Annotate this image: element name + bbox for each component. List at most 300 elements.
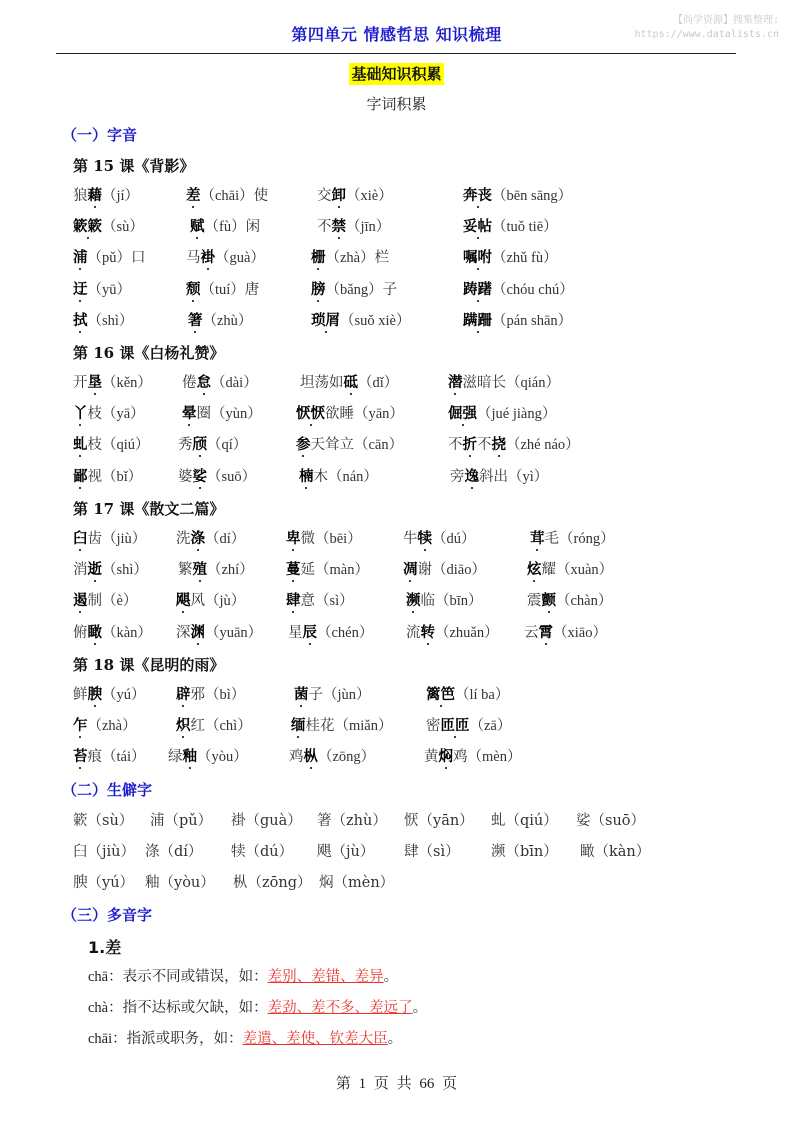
word-prefix: 秀	[178, 437, 193, 454]
section-heading-pronunciation: （一）字音	[62, 126, 138, 144]
word-suffix: 耀	[541, 562, 556, 579]
word-entry	[176, 590, 245, 612]
key-char: 踌躇	[463, 281, 492, 298]
word-entry	[530, 528, 615, 550]
pinyin: （miǎn）	[334, 718, 393, 735]
key-char: 枞	[303, 749, 318, 766]
key-char: 砥	[343, 375, 358, 391]
key-char: 辰	[302, 624, 317, 641]
pinyin: （bēi）	[315, 531, 362, 547]
word-entry	[178, 466, 256, 488]
pinyin: （jí）	[102, 188, 140, 204]
word-prefix: 狼	[73, 188, 88, 204]
word-entry	[289, 746, 375, 768]
word-row	[0, 746, 793, 768]
key-char: 颀	[192, 437, 207, 454]
key-char: 菌	[294, 687, 309, 703]
key-char: 渊	[190, 624, 205, 641]
key-char: 苔	[73, 749, 88, 766]
word-entry	[73, 185, 139, 207]
word-row	[0, 715, 793, 737]
key-char: 潜	[448, 375, 463, 391]
word-entry	[524, 622, 607, 644]
word-prefix: 不	[448, 437, 463, 454]
word-prefix: 云	[524, 624, 539, 641]
key-char: 奔丧	[463, 188, 492, 204]
polyphone-desc: ：指派或职务，如：	[112, 1031, 243, 1047]
word-prefix: 洗	[176, 531, 191, 547]
word-suffix: 微	[300, 531, 315, 547]
rare-char-entry: 虬（qiú）	[491, 813, 558, 829]
polyphone-pinyin: chāi	[88, 1031, 113, 1047]
key-char: 嘱咐	[463, 250, 492, 267]
word-row	[0, 434, 793, 456]
key-char: 腴	[87, 687, 102, 703]
word-entry	[73, 372, 152, 394]
pinyin: （kěn）	[102, 375, 152, 391]
polyphone-end: 。	[383, 969, 399, 985]
pinyin: （zōng）	[318, 749, 376, 766]
word-suffix: 延	[300, 562, 315, 579]
pinyin: （kàn）	[102, 624, 152, 641]
polyphone-line	[88, 997, 427, 1019]
word-entry	[186, 247, 265, 269]
word-entry	[176, 715, 252, 737]
key-char: 晕	[182, 406, 197, 423]
key-char: 挠	[491, 437, 506, 454]
pinyin: （zā）	[469, 718, 512, 735]
key-char: 匝匝	[440, 718, 470, 735]
pinyin: （zhà）栏	[325, 250, 390, 267]
word-entry	[291, 715, 393, 737]
key-char: 蹒跚	[463, 312, 492, 329]
polyphone-pinyin: chā	[88, 969, 109, 985]
word-entry	[73, 622, 152, 644]
key-char: 垦	[87, 375, 102, 391]
word-entry	[296, 434, 403, 456]
word-entry	[296, 403, 404, 425]
word-entry	[73, 247, 146, 269]
polyphone-examples: 差遣、差使、钦差大臣	[242, 1031, 388, 1047]
word-row	[0, 590, 793, 612]
word-suffix: 鸡	[453, 749, 468, 766]
word-prefix: 流	[406, 624, 421, 641]
rare-char-entry: 飓（jù）	[317, 844, 375, 860]
key-char: 霄	[538, 624, 553, 641]
word-suffix: 意	[300, 593, 315, 610]
word-suffix: 临	[420, 593, 435, 610]
word-entry	[182, 403, 262, 425]
word-entry	[294, 684, 371, 706]
polyphone-end: 。	[412, 1000, 428, 1016]
rare-char-entry: 濒（bīn）	[491, 844, 558, 860]
rare-char-entry: 臼（jiù）	[73, 844, 135, 860]
word-suffix: 枝	[87, 406, 102, 423]
pinyin: （yān）	[354, 406, 404, 423]
key-char: 炽	[176, 718, 191, 735]
watermark-line-1: 【尚学资源】搜集整理:	[672, 15, 779, 26]
key-char: 转	[420, 624, 435, 641]
lesson-heading: 第 17 课《散文二篇》	[73, 500, 225, 518]
word-prefix: 牛	[403, 531, 418, 547]
word-entry	[73, 528, 146, 550]
pinyin: （zhǔ fù）	[492, 250, 558, 267]
word-entry	[463, 279, 574, 301]
word-row	[0, 559, 793, 581]
word-entry	[463, 247, 558, 269]
word-entry	[311, 247, 389, 269]
pinyin: （shì）	[102, 562, 148, 579]
word-prefix: 开	[73, 375, 88, 391]
pinyin: （guà）	[215, 250, 265, 267]
word-row	[0, 684, 793, 706]
key-char: 瞰	[87, 624, 102, 641]
polyphone-line	[88, 1028, 402, 1050]
key-char: 缅	[291, 718, 306, 735]
header-title: 第四单元 情感哲思 知识梳理	[291, 25, 502, 44]
pinyin: （màn）	[315, 562, 369, 579]
word-suffix: 痕	[87, 749, 102, 766]
key-char: 拭	[73, 312, 88, 329]
word-suffix: 木	[313, 468, 328, 485]
key-char: 褂	[200, 250, 215, 267]
word-prefix: 坦荡如	[300, 375, 344, 391]
pinyin: （pán shān）	[492, 312, 573, 329]
pinyin: （dú）	[432, 531, 476, 547]
word-entry	[286, 528, 362, 550]
word-entry	[527, 559, 613, 581]
pinyin: （zhí）	[207, 562, 254, 579]
key-char: 殖	[192, 562, 207, 579]
word-entry	[190, 216, 260, 238]
pinyin: （chóu chú）	[492, 281, 574, 298]
pinyin: （tái）	[102, 749, 146, 766]
pinyin: （jù）	[205, 593, 246, 610]
word-entry	[73, 403, 145, 425]
pinyin: （fù）闲	[204, 219, 261, 236]
lesson-heading: 第 15 课《背影》	[73, 157, 195, 175]
pinyin: （zhà）	[87, 718, 137, 735]
pinyin: （mèn）	[467, 749, 522, 766]
key-char: 逝	[87, 562, 102, 579]
word-entry	[450, 466, 548, 488]
pinyin: （chén）	[317, 624, 374, 641]
key-char: 簌簌	[73, 219, 102, 236]
key-char: 遏	[73, 593, 88, 610]
word-suffix: 滋暗长	[462, 375, 506, 391]
pinyin: （zhé náo）	[506, 437, 580, 454]
word-entry	[288, 622, 373, 644]
key-char: 涤	[190, 531, 205, 547]
key-char: 茸	[530, 531, 545, 547]
pinyin: （yú）	[102, 687, 146, 703]
word-entry	[426, 684, 509, 706]
rare-char-entry: 簌（sù）	[73, 813, 134, 829]
word-entry	[73, 310, 133, 332]
word-entry	[448, 372, 560, 394]
pinyin: （diāo）	[432, 562, 486, 579]
polyphone-desc: ：指不达标或欠缺，如：	[108, 1000, 268, 1016]
word-prefix: 消	[73, 562, 88, 579]
key-char: 琐屑	[311, 312, 340, 329]
word-entry	[186, 185, 268, 207]
section-heading-polyphones: （三）多音字	[62, 906, 153, 924]
pinyin: （pǔ）口	[87, 250, 146, 267]
word-prefix: 鲜	[73, 687, 88, 703]
word-suffix: 圈	[196, 406, 211, 423]
word-entry	[286, 559, 369, 581]
rare-char-row	[0, 810, 793, 832]
pinyin: （zhù）	[202, 312, 253, 329]
word-prefix: 马	[186, 250, 201, 267]
pinyin: （xuàn）	[556, 562, 614, 579]
word-entry	[311, 310, 410, 332]
pinyin: （bǐ）	[102, 468, 143, 485]
word-entry	[406, 622, 499, 644]
word-entry	[178, 434, 247, 456]
word-suffix: 天耸立	[310, 437, 354, 454]
word-entry	[448, 403, 556, 425]
header-divider	[56, 53, 736, 54]
pinyin: （bì）	[205, 687, 246, 703]
word-prefix: 星	[288, 624, 303, 641]
key-char: 虬	[73, 437, 88, 454]
pinyin: （qián）	[506, 375, 560, 391]
main-title-wrap	[0, 63, 793, 85]
word-suffix: 不	[477, 437, 492, 454]
rare-char-entry: 恹（yān）	[404, 813, 474, 829]
pinyin: （zhuǎn）	[435, 624, 499, 641]
rare-char-entry: 瞰（kàn）	[580, 844, 651, 860]
word-prefix: 绿	[168, 749, 183, 766]
word-entry	[448, 434, 580, 456]
pinyin: （chì）	[205, 718, 252, 735]
pinyin: （tuí）唐	[200, 281, 260, 298]
word-suffix: 子	[308, 687, 323, 703]
rare-char-entry: 箸（zhù）	[317, 813, 387, 829]
main-title: 基础知识积累	[351, 65, 442, 83]
polyphone-item-heading: 1.差	[88, 938, 122, 957]
word-row	[0, 372, 793, 394]
pinyin: （jiù）	[102, 531, 147, 547]
key-char: 禁	[331, 219, 346, 236]
word-row	[0, 279, 793, 301]
key-char: 焖	[438, 749, 453, 766]
rare-char-row	[0, 872, 793, 894]
word-entry	[182, 372, 258, 394]
polyphone-desc: ：表示不同或错误，如：	[108, 969, 268, 985]
rare-char-row	[0, 841, 793, 863]
word-entry	[73, 715, 137, 737]
key-char: 浦	[73, 250, 88, 267]
pinyin: （jué jiàng）	[477, 406, 557, 423]
word-entry	[73, 590, 137, 612]
word-row	[0, 185, 793, 207]
word-entry	[424, 746, 521, 768]
word-row	[0, 403, 793, 425]
rare-char-entry: 焖（mèn）	[319, 875, 395, 891]
word-prefix: 繁	[178, 562, 193, 579]
word-suffix: 红	[190, 718, 205, 735]
word-prefix: 震	[527, 593, 542, 610]
key-char: 参	[296, 437, 311, 454]
pinyin: （bīn）	[435, 593, 483, 610]
key-char: 濒	[406, 593, 421, 610]
word-entry	[403, 528, 476, 550]
word-row	[0, 310, 793, 332]
key-char: 卑	[286, 531, 301, 547]
word-suffix: 毛	[544, 531, 559, 547]
key-char: 恹恹	[296, 406, 325, 423]
key-char: 妥帖	[463, 219, 492, 236]
word-prefix: 交	[317, 188, 332, 204]
word-row	[0, 216, 793, 238]
key-char: 楠	[299, 468, 314, 485]
word-entry	[73, 466, 142, 488]
key-char: 飓	[176, 593, 191, 610]
key-char: 炫	[527, 562, 542, 579]
key-char: 乍	[73, 718, 88, 735]
pinyin: （suǒ xiè）	[340, 312, 411, 329]
word-entry	[73, 559, 148, 581]
section-heading-rare-chars: （二）生僻字	[62, 781, 153, 799]
pinyin: （dài）	[211, 375, 258, 391]
pinyin: （róng）	[559, 531, 615, 547]
word-entry	[73, 279, 131, 301]
polyphone-pinyin: chà	[88, 1000, 109, 1016]
word-prefix: 婆	[178, 468, 193, 485]
key-char: 卸	[331, 188, 346, 204]
key-char: 折	[462, 437, 477, 454]
word-entry	[463, 310, 572, 332]
pinyin: （xiāo）	[553, 624, 607, 641]
pinyin: （sù）	[102, 219, 144, 236]
word-entry	[426, 715, 511, 737]
polyphone-examples: 差劲、差不多、差远了	[267, 1000, 413, 1016]
word-suffix: 欲睡	[325, 406, 354, 423]
key-char: 颓	[186, 281, 201, 298]
word-prefix: 旁	[450, 468, 465, 485]
rare-char-entry: 釉（yòu）	[145, 875, 215, 891]
pinyin: （xiè）	[346, 188, 393, 204]
key-char: 辟	[176, 687, 191, 703]
pinyin: （dǐ）	[358, 375, 399, 391]
pinyin: （chàn）	[556, 593, 613, 610]
key-char: 丫	[73, 406, 88, 423]
polyphone-end: 。	[387, 1031, 403, 1047]
pinyin: （cān）	[354, 437, 404, 454]
key-char: 栅	[311, 250, 326, 267]
word-suffix: 谢	[417, 562, 432, 579]
word-row	[0, 247, 793, 269]
pinyin: （jùn）	[323, 687, 371, 703]
pinyin: （yùn）	[211, 406, 262, 423]
rare-char-entry: 腴（yú）	[73, 875, 135, 891]
key-char: 篱笆	[426, 687, 455, 703]
pinyin: （tuǒ tiē）	[492, 219, 558, 236]
pinyin: （yòu）	[197, 749, 248, 766]
word-prefix: 不	[317, 219, 332, 236]
word-entry	[73, 684, 146, 706]
key-char: 迂	[73, 281, 88, 298]
polyphone-line	[88, 966, 398, 988]
lesson-heading: 第 18 课《昆明的雨》	[73, 656, 225, 674]
lesson-heading: 第 16 课《白杨礼赞》	[73, 344, 225, 362]
watermark-line-2: https://www.datalists.cn	[634, 29, 779, 40]
key-char: 釉	[182, 749, 197, 766]
key-char: 怠	[196, 375, 211, 391]
word-entry	[317, 216, 390, 238]
pinyin: （sì）	[315, 593, 354, 610]
word-row	[0, 528, 793, 550]
word-entry	[73, 434, 150, 456]
word-entry	[463, 185, 572, 207]
word-entry	[176, 622, 262, 644]
word-suffix: 邪	[190, 687, 205, 703]
word-suffix: 视	[87, 468, 102, 485]
pinyin: （qiú）	[102, 437, 150, 454]
key-char: 娑	[192, 468, 207, 485]
word-entry	[403, 559, 486, 581]
key-char: 膀	[311, 281, 326, 298]
rare-char-entry: 肆（sì）	[404, 844, 460, 860]
word-prefix: 鸡	[289, 749, 304, 766]
word-prefix: 密	[426, 718, 441, 735]
word-row	[0, 622, 793, 644]
key-char: 鄙	[73, 468, 88, 485]
word-entry	[299, 466, 378, 488]
pinyin: （suō）	[207, 468, 257, 485]
rare-char-entry: 浦（pǔ）	[150, 813, 213, 829]
key-char: 差	[186, 188, 201, 204]
rare-char-entry: 娑（suō）	[576, 813, 646, 829]
word-entry	[176, 528, 245, 550]
word-suffix: 斜出	[479, 468, 508, 485]
key-char: 臼	[73, 531, 88, 547]
sub-title: 字词积累	[366, 95, 427, 113]
word-suffix: 制	[87, 593, 102, 610]
page-number: 第 1 页 共 66 页	[335, 1076, 458, 1092]
word-entry	[311, 279, 397, 301]
rare-char-entry: 枞（zōng）	[233, 875, 312, 891]
key-char: 犊	[417, 531, 432, 547]
pinyin: （lí ba）	[455, 687, 510, 703]
pinyin: （nán）	[328, 468, 378, 485]
word-entry	[73, 216, 144, 238]
pinyin: （è）	[102, 593, 138, 610]
pinyin: （bǎng）子	[325, 281, 398, 298]
word-suffix: 枝	[87, 437, 102, 454]
pinyin: （yuān）	[205, 624, 263, 641]
pinyin: （qí）	[207, 437, 248, 454]
key-char: 颤	[541, 593, 556, 610]
word-prefix: 倦	[182, 375, 197, 391]
word-entry	[178, 559, 254, 581]
word-entry	[317, 185, 393, 207]
key-char: 肆	[286, 593, 301, 610]
pinyin: （chāi）使	[200, 188, 269, 204]
key-char: 赋	[190, 219, 205, 236]
polyphone-examples: 差别、差错、差异	[267, 969, 384, 985]
word-entry	[406, 590, 483, 612]
pinyin: （shì）	[87, 312, 134, 329]
word-entry	[527, 590, 612, 612]
key-char: 逸	[464, 468, 479, 485]
word-entry	[168, 746, 248, 768]
word-entry	[300, 372, 398, 394]
pinyin: （yā）	[102, 406, 145, 423]
key-char: 藉	[87, 188, 102, 204]
